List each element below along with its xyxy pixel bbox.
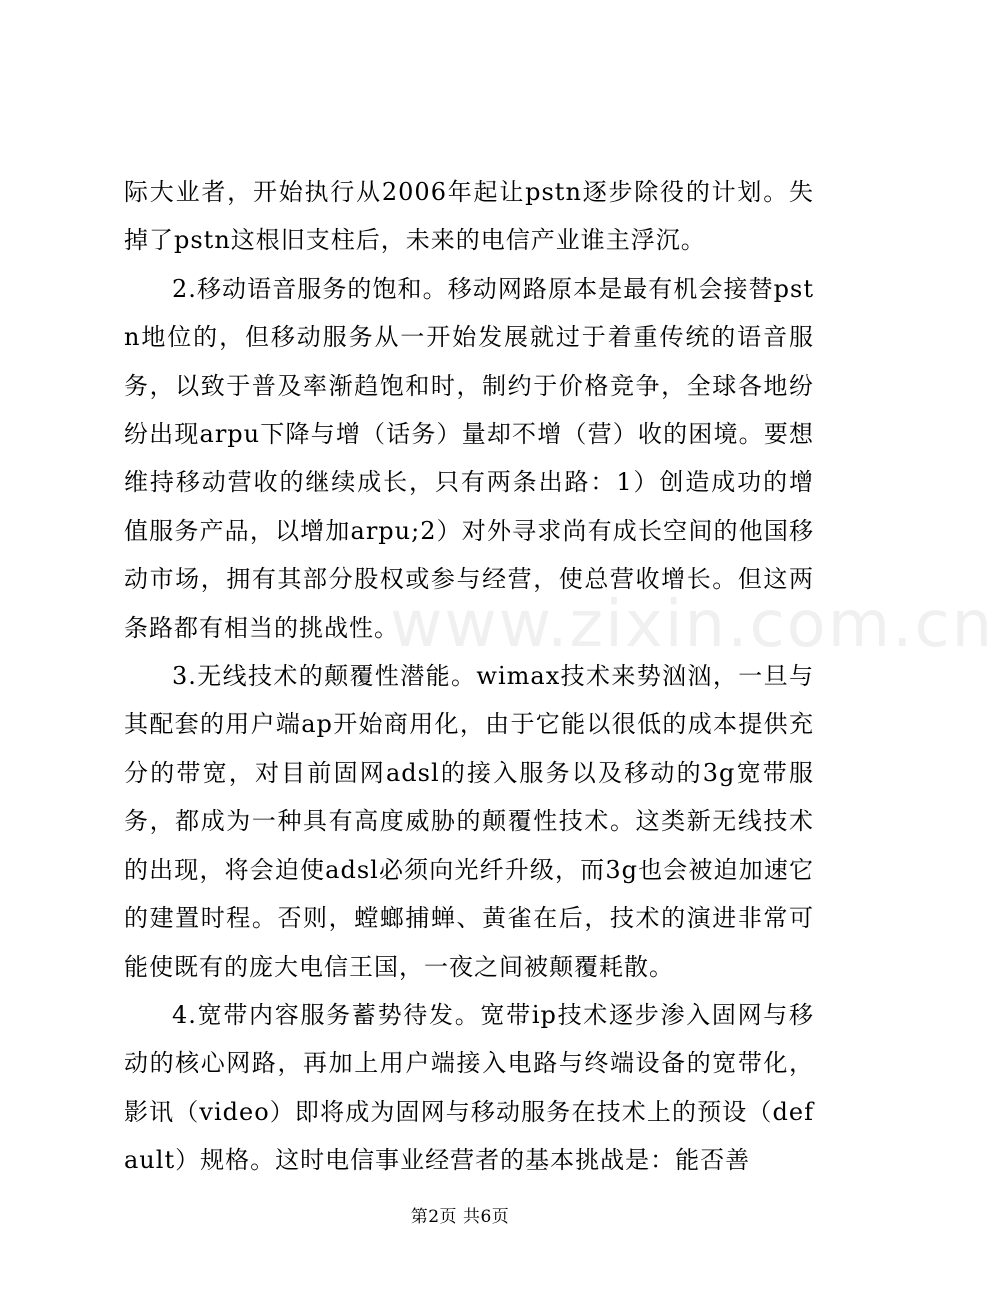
paragraph-broadband-content: 4.宽带内容服务蓄势待发。宽带ip技术逐步渗入固网与移动的核心网路，再加上用户端接入电路与终端设备的宽带化，影讯（video）即将成为固网与移动服务在技术上的预设（default）规格。这时电信事业经营者的基本挑战是：能否善	[124, 1000, 814, 1175]
watermark: www.zixin.com.cn	[390, 588, 994, 662]
body-text	[124, 168, 814, 1185]
paragraph-mobile-voice: 2.移动语音服务的饱和。移动网路原本是最有机会接替pstn地位的，但移动服务从一开始发展就过于着重传统的语音服务，以致于普及率渐趋饱和时，制约于价格竞争，全球各地纷纷出现arpu下降与增（话务）量却不增（营）收的困境。要想维持移动营收的继续成长，只有两条出路：1）创造成功的增值服务产品，以增加arpu;2）对外寻求尚有成长空间的他国移动市场，拥有其部分股权或参与经营，使总营收增长。但这两条路都有相当的挑战性。	[124, 274, 814, 642]
paragraph-continuation: 际大业者，开始执行从2006年起让pstn逐步除役的计划。失掉了pstn这根旧支柱后，未来的电信产业谁主浮沉。	[124, 178, 814, 255]
page-number-footer: 第2页 共6页	[410, 1207, 510, 1227]
paragraph-wireless-tech: 3.无线技术的颠覆性潜能。wimax技术来势汹汹，一旦与其配套的用户端ap开始商用化，由于它能以很低的成本提供充分的带宽，对目前固网adsl的接入服务以及移动的3g宽带服务，都成为一种具有高度威胁的颠覆性技术。这类新无线技术的出现，将会迫使adsl必须向光纤升级，而3g也会被迫加速它的建置时程。否则，螳螂捕蝉、黄雀在后，技术的演进非常可能使既有的庞大电信王国，一夜之间被颠覆耗散。	[124, 662, 814, 981]
